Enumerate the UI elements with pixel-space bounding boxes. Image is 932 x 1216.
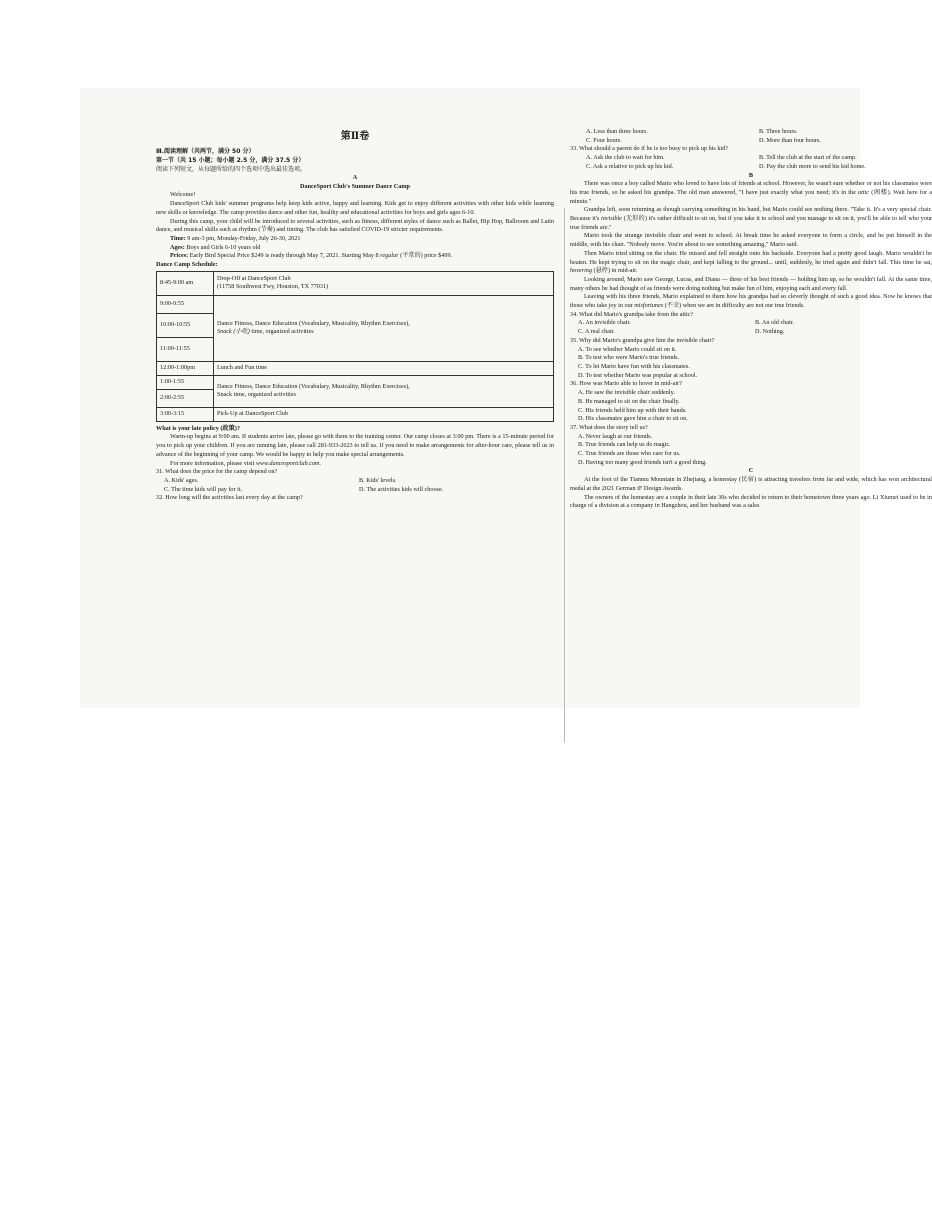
question-options	[570, 433, 932, 468]
option-c: C. True friends are those who care for us.	[578, 450, 681, 458]
option-c: C. A real chair.	[578, 328, 615, 336]
column-divider	[564, 208, 565, 743]
option-a: A. Less than three hours.	[586, 128, 648, 135]
passage-b-p4: Then Mario tried sitting on the chair. He missed and fell straight onto his backside. Everyone had a pretty good laugh. Mario wouldn't be beaten. He kept trying to sit on the magic chair, and kept falling to the ground... until, suddenly, he tried again and didn't fall. This time he sat, hovering (悬停) in mid-air.	[570, 249, 932, 275]
schedule-time: 11:00-11:55	[157, 337, 214, 361]
question-number: 31.	[156, 468, 164, 476]
welcome: Welcome!	[170, 191, 196, 199]
option-d: D. Nothing.	[755, 328, 785, 336]
question-text: What did Mario's grandpa take from the attic?	[579, 310, 694, 318]
passage-b-p1: There was once a boy called Mario who loved to have lots of friends at school. However, he wasn't sure whether or not his classmates were his true friends, so he asked his grandpa. The old man answered, "I have just exactly what you need; it's in the attic (阁楼). Wait here for a minute."	[570, 180, 932, 205]
question-37	[570, 424, 932, 468]
schedule-time: 3:00-3:15	[157, 407, 214, 421]
passage-b-p5: Looking around, Mario saw George, Lucas, and Diana — three of his best friends — holding him up, so he wouldn't fall. At the same time, many others he had thought of as friends were doing nothing but make fun of him, enjoying each and every fall.	[570, 275, 932, 292]
section-title: 第Ⅱ卷	[340, 131, 370, 142]
schedule-time: 9:00-9:55	[157, 295, 214, 313]
sub-heading: 第一节（共 15 小题；每小题 2.5 分，满分 37.5 分）	[156, 157, 305, 164]
table-row	[157, 407, 554, 421]
question-options	[570, 389, 932, 424]
schedule-time: 10:00-10:55	[157, 313, 214, 337]
ages-value: Boys and Girls 6-10 years old	[184, 243, 261, 251]
option-c: C. Ask a relative to pick up his kid.	[586, 162, 674, 170]
question-35	[570, 337, 932, 381]
schedule-time: 12:00-1:00pm	[157, 361, 214, 375]
prices-label: Prices:	[170, 252, 189, 260]
activity-line: Snack (小吃) time, organized activities	[217, 328, 314, 336]
question-number: 32.	[156, 494, 164, 502]
question-number: 35.	[570, 336, 578, 344]
option-b: B. True friends can help us do magic.	[578, 441, 671, 449]
schedule-table	[156, 271, 554, 422]
option-a: A. An invisible chair.	[578, 319, 631, 327]
passage-a-title: DanceSport Club's Summer Dance Camp	[300, 182, 410, 190]
passage-c-label: C	[748, 467, 754, 475]
policy-label: What is your late policy (政策)?	[156, 424, 240, 432]
question-number: 36.	[570, 380, 578, 388]
question-32	[156, 494, 554, 503]
schedule-time: 1:00-1:55	[157, 375, 214, 389]
schedule-time: 8:45-9:00 am	[157, 271, 214, 295]
time-value: 9 am-3 pm, Monday-Friday, July 26-30, 2021	[185, 234, 301, 242]
option-d: D. More than four hours.	[759, 136, 821, 144]
activity-line: Dance Fitness, Dance Education (Vocabulary, Musicality, Rhythm Exercises),	[217, 383, 410, 391]
more-info-text: For more information, please visit	[170, 459, 256, 467]
question-text: How was Mario able to hover in mid-air?	[579, 380, 682, 388]
more-info	[156, 460, 554, 469]
question-33-options	[570, 154, 932, 171]
time-label: Time:	[170, 234, 186, 242]
question-33: 33. What should a parent do if he is too busy to pick up his kid?	[570, 145, 728, 153]
option-c: C. Four hours.	[586, 136, 622, 144]
passage-b-p2: Grandpa left, soon returning as though carrying something in his hand, but Mario could see nothing there. "Take it. It's a very special chair. Because it's invisible (无形的) it's rather difficult to sit on, but if you take it to school and you manage to sit on it, you'll be able to tell who your true friends are."	[570, 206, 932, 231]
activity-line: Dance Fitness, Dance Education (Vocabulary, Musicality, Rhythm Exercises),	[217, 320, 410, 328]
passage-b-p3: Mario took the strange invisible chair and went to school. At break time he asked everyone to form a circle, and he put himself in the middle, with his chair. "Nobody move. You're about to see something amazing," Mario said.	[570, 232, 932, 249]
prices-line	[156, 252, 554, 261]
option-b: B. An old chair.	[755, 319, 795, 327]
table-row	[157, 375, 554, 389]
option-a: A. Kids' ages.	[164, 476, 199, 484]
passage-a-p1: DanceSport Club kids' summer programs help keep kids active, happy and learning. Kids get to enjoy different activities with other kids while learning new skills or knowledge. The camp provides dance and other fun, healthy and educational activities for boys and girls ages 6-10.	[156, 200, 554, 216]
instruction: 阅读下列短文，从每题所给的四个选项中选出最佳选项。	[156, 166, 307, 173]
schedule-activity	[214, 271, 554, 295]
schedule-label: Dance Camp Schedule:	[156, 261, 218, 269]
question-32-options	[570, 128, 932, 145]
question-options	[570, 319, 932, 336]
prices-italic: regular	[380, 252, 399, 260]
exam-page	[80, 88, 932, 708]
prices-end: (平常的) price $499.	[398, 252, 453, 260]
option-a: A. Never laugh at our friends.	[578, 432, 653, 440]
policy-text: Warm-up begins at 9:00 am. If students arrive late, please go with them to the training center. Our camp closes at 3:00 pm. There is a 15-minute period for you to pick up your children. If you are running late, please call 281-933-2623 to tell us. If you need to make arrangements for after-hour care, please tell us in advance of the beginning of your camp. We would be happy to help you make special arrangements.	[156, 433, 554, 458]
more-info-end: .	[319, 459, 321, 467]
option-b: B. Kids' levels.	[359, 476, 397, 484]
question-text: What does the story tell us?	[579, 423, 648, 431]
passage-c-p1: At the foot of the Tianmu Mountain in Zhejiang, a homestay (民宿) is attracting travelers from far and wide, which has won architectural medal at the 2021 German iF Design Awards.	[570, 476, 932, 492]
passage-b-p6: Leaving with his three friends, Mario explained to them how his grandpa had so cleverly thought of such a good idea. Now he knows that those who take joy in our misfortunes (不幸) when we are in difficulty are not our true friends.	[570, 293, 932, 310]
option-b: B. Three hours.	[759, 128, 798, 135]
option-b: B. Tell the club at the start of the camp.	[759, 154, 857, 162]
question-36	[570, 380, 932, 424]
option-b: B. To test who were Mario's true friends.	[578, 354, 680, 362]
option-b: B. He managed to sit on the chair finally.	[578, 397, 680, 405]
option-d: D. The activities kids will choose.	[359, 485, 444, 493]
option-d: D. Having too many good friends isn't a good thing.	[578, 458, 707, 466]
passage-a-p2: During this camp, your child will be introduced to several activities, such as fitness, different styles of dance such as Ballet, Hip Hop, Ballroom and Latin dance, and musical skills such as rhythm (节奏) and timing. The club has satisfied COVID-19 stricter requirements.	[156, 217, 554, 234]
option-a: A. To see whether Mario could sit on it.	[578, 345, 677, 353]
table-row	[157, 361, 554, 375]
option-a: A. He saw the invisible chair suddenly.	[578, 389, 675, 397]
option-a: A. Ask the club to wait for him.	[586, 154, 665, 162]
option-d: D. His classmates gave him a chair to sit on.	[578, 415, 688, 423]
option-d: D. To test whether Mario was popular at school.	[578, 371, 698, 379]
table-row	[157, 271, 554, 295]
passage-b-label: B	[748, 171, 754, 179]
question-34	[570, 311, 932, 337]
activity-line: Drop-Off at DanceSport Club	[217, 275, 291, 283]
part-heading: Ⅲ.阅读理解（共两节，满分 50 分）	[156, 148, 255, 155]
question-number: 34.	[570, 310, 578, 318]
question-text: What does the price for the camp depend on?	[165, 468, 278, 476]
schedule-activity: Pick-Up at DanceSport Club	[214, 407, 554, 421]
option-c: C. The time kids will pay for it.	[164, 485, 243, 493]
question-number: 37.	[570, 423, 578, 431]
question-options	[156, 477, 554, 494]
table-row	[157, 295, 554, 313]
schedule-activity	[214, 295, 554, 361]
option-c: C. To let Mario have fun with his classmates.	[578, 362, 690, 370]
passage-a-label: A	[352, 174, 358, 181]
right-column-top	[570, 128, 932, 511]
left-column	[156, 128, 554, 503]
website-link: www.dancesportclub.com	[255, 459, 320, 467]
question-31	[156, 468, 554, 494]
prices-value: Early Bird Special Price $249 is ready through May 7, 2021. Starting May 8	[188, 252, 381, 260]
passage-c-p2: The owners of the homestay are a couple in their late 30s who decided to return to their hometown three years ago. Li Xiumei used to be in charge of a division at a company in Hangzhou, and her husband was a sales	[570, 493, 932, 510]
question-text: How long will the activities last every day at the camp?	[165, 494, 303, 502]
schedule-activity: Lunch and Fun time	[214, 361, 554, 375]
schedule-time: 2:00-2:55	[157, 389, 214, 407]
activity-line: Snack time, organized activities	[217, 391, 296, 399]
question-options	[570, 346, 932, 381]
question-text: Why did Mario's grandpa give him the invisible chair?	[579, 336, 715, 344]
option-d: D. Pay the club more to send his kid home.	[759, 162, 866, 170]
schedule-activity	[214, 375, 554, 407]
time-line	[156, 235, 554, 244]
option-c: C. His friends held him up with their hands.	[578, 406, 687, 414]
activity-line: (11758 Southwest Fwy, Houston, TX 77031)	[217, 283, 329, 291]
ages-label: Ages:	[170, 243, 185, 251]
